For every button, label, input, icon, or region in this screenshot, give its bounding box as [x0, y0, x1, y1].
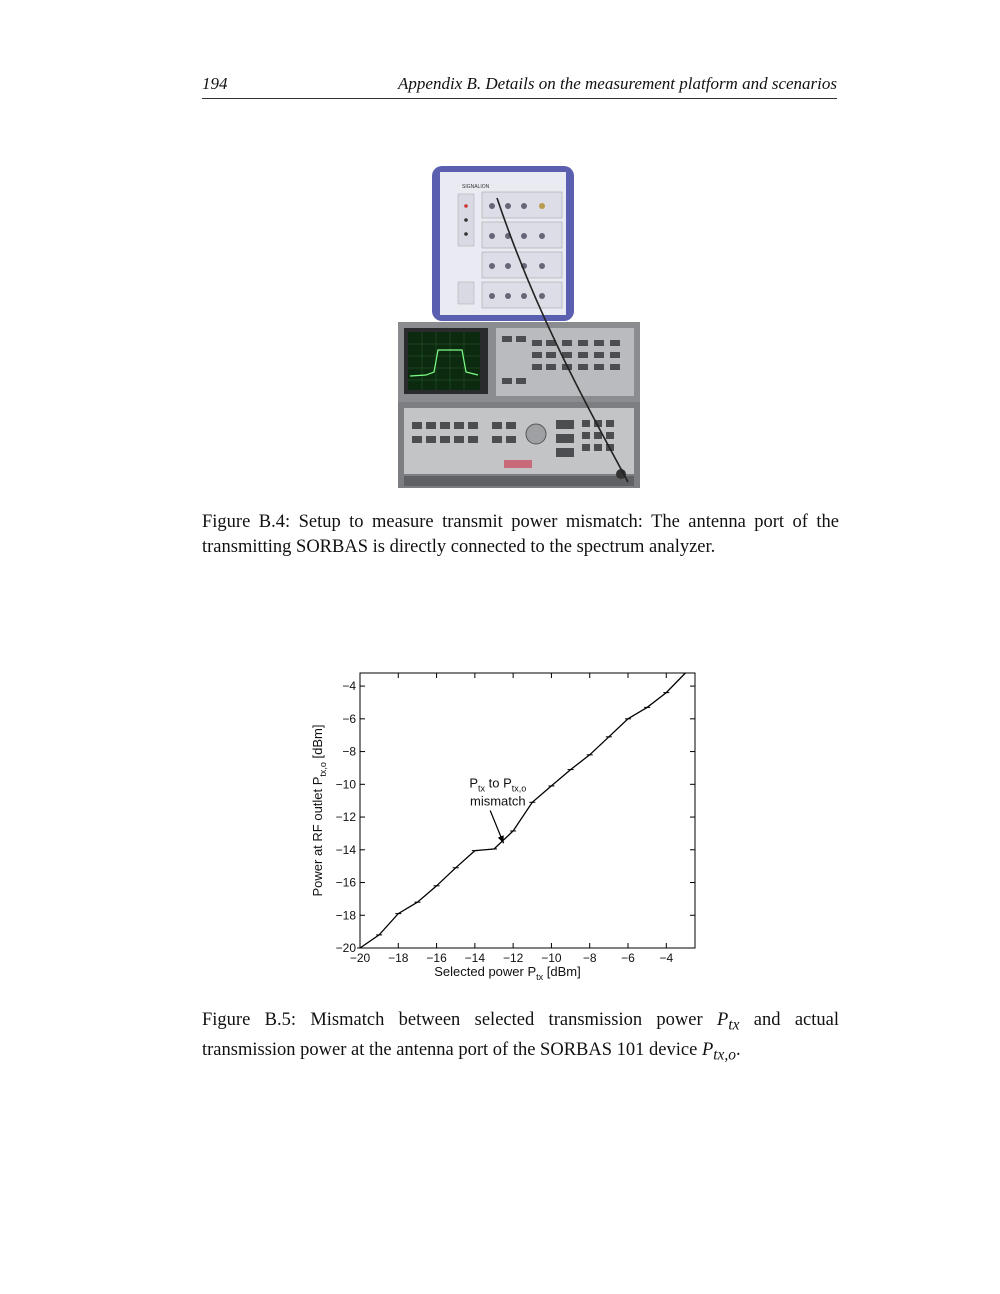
page-number: 194 — [202, 74, 228, 93]
x-tick-label: −8 — [582, 951, 597, 965]
y-tick-label: −12 — [335, 810, 356, 825]
running-title: Appendix B. Details on the measurement platform and scenarios — [398, 74, 837, 93]
figure-b4-caption: Figure B.4: Setup to measure transmit power mismatch: The antenna port of the transmitting SORBAS is directly connected to the spectrum analyzer. — [202, 512, 839, 557]
symbol-ptx: $P_{tx}$ — [717, 1010, 740, 1034]
y-tick-label: −6 — [342, 711, 356, 726]
y-tick-label: −4 — [342, 679, 356, 694]
brand-label: SIGNALION — [462, 184, 490, 190]
y-tick-label: −8 — [342, 744, 356, 759]
x-tick-label: −16 — [426, 951, 447, 965]
x-tick-label: −4 — [659, 951, 674, 965]
series-line — [360, 673, 685, 948]
measurement-setup-photo — [396, 164, 642, 490]
x-tick-label: −10 — [541, 951, 562, 965]
symbol-ptxo: $P_{tx,o}$ — [701, 1039, 736, 1064]
y-axis-label: Power at RF outlet $P_{tx,o}$ [dBm] — [310, 724, 328, 897]
chart-ticks — [336, 673, 695, 965]
x-tick-label: −20 — [349, 951, 371, 965]
power-mismatch-chart — [300, 660, 720, 990]
y-tick-label: −14 — [335, 842, 356, 857]
running-header — [202, 72, 837, 99]
analyzer-screen — [408, 332, 480, 390]
x-tick-label: −12 — [502, 951, 524, 965]
tuning-knob — [526, 424, 546, 444]
x-axis-label: Selected power $P_{tx}$ [dBm] — [434, 964, 581, 982]
mismatch-annotation — [469, 776, 526, 844]
y-tick-label: −20 — [335, 941, 356, 955]
x-tick-label: −14 — [464, 951, 486, 965]
series-markers — [357, 673, 688, 948]
figure-b5-caption: Figure B.5: Mismatch between selected transmission power $P_{tx}$ and actual transmission power at the antenna port of the SORBAS 101 device $P_{tx,o}$. — [202, 1010, 839, 1064]
annotation-line2: mismatch — [470, 793, 526, 809]
annotation-line1: $P_{tx}$ to $P_{tx,o}$ — [469, 775, 527, 794]
y-tick-label: −18 — [335, 908, 356, 923]
x-tick-label: −18 — [388, 951, 409, 965]
y-tick-label: −10 — [335, 777, 356, 792]
y-tick-label: −16 — [335, 875, 356, 890]
x-tick-label: −6 — [621, 951, 635, 965]
